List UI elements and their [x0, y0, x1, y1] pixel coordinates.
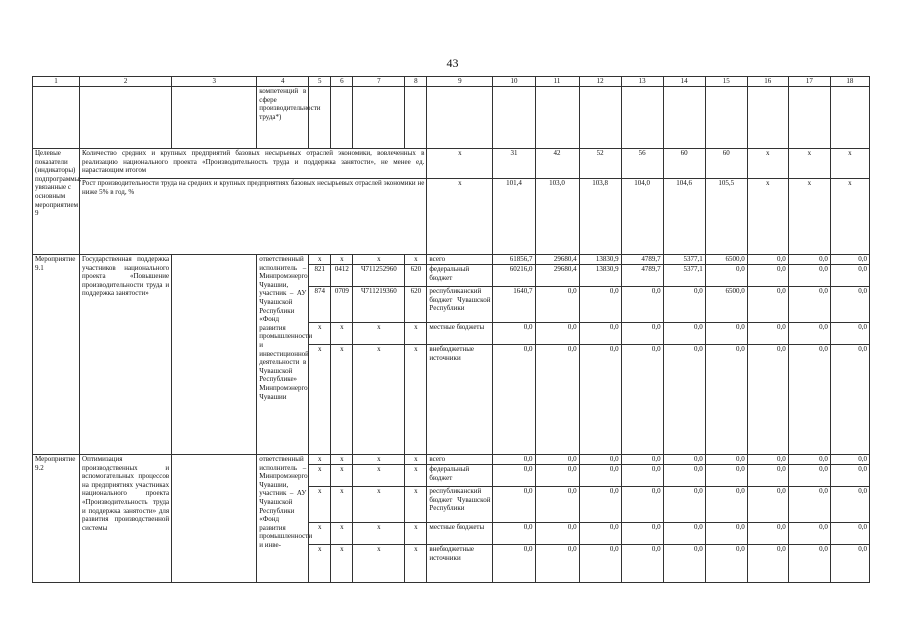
budget-code: х — [353, 455, 405, 465]
budget-code: х — [331, 465, 353, 487]
budget-code: х — [331, 323, 353, 345]
funding-value: 0,0 — [621, 345, 663, 455]
funding-value: 0,0 — [493, 455, 535, 465]
column-header: 18 — [830, 77, 869, 87]
funding-value: 0,0 — [830, 465, 869, 487]
funding-value: 0,0 — [579, 287, 621, 323]
indicator-1-value: х — [747, 149, 788, 179]
funding-value: 0,0 — [788, 255, 830, 265]
column-header: 3 — [172, 77, 257, 87]
indicator-row-2 — [33, 179, 870, 255]
budget-code: х — [309, 455, 331, 465]
budget-code: х — [405, 455, 427, 465]
measure-name: Государственная поддержка участников национального проекта «Повышение производительности труда и поддержка занятости» — [80, 255, 172, 455]
funding-value: 0,0 — [830, 323, 869, 345]
header-row — [33, 77, 870, 87]
funding-value: 0,0 — [579, 455, 621, 465]
funding-value: 0,0 — [830, 487, 869, 523]
budget-code: х — [331, 523, 353, 545]
funding-value: 0,0 — [621, 455, 663, 465]
budget-code: х — [353, 255, 405, 265]
funding-source: республиканский бюджет Чувашской Республики — [427, 487, 493, 523]
budget-code: х — [405, 345, 427, 455]
funding-value: 0,0 — [663, 465, 705, 487]
budget-code: х — [405, 523, 427, 545]
budget-code: х — [405, 255, 427, 265]
funding-value: 0,0 — [579, 323, 621, 345]
funding-value: 0,0 — [663, 545, 705, 583]
funding-value: 0,0 — [621, 487, 663, 523]
funding-value: 4789,7 — [621, 265, 663, 287]
column-header: 12 — [579, 77, 621, 87]
funding-value: 0,0 — [535, 487, 579, 523]
funding-value: 0,0 — [535, 345, 579, 455]
funding-value: 0,0 — [788, 523, 830, 545]
funding-source: федеральный бюджет — [427, 465, 493, 487]
funding-value: 13830,9 — [579, 265, 621, 287]
measure-label: Мероприятие 9.1 — [33, 255, 80, 455]
funding-value: 0,0 — [747, 323, 788, 345]
column-header: 11 — [535, 77, 579, 87]
funding-value: 0,0 — [663, 323, 705, 345]
budget-code: х — [309, 345, 331, 455]
measure-executor: ответственный исполнитель – Минпромэнерго Чувашии, участник – АУ Чувашской Республики «Фонд развития промышленности и инве- — [257, 455, 309, 583]
funding-value: 0,0 — [663, 487, 705, 523]
indicator-1-value: 42 — [535, 149, 579, 179]
continuation-row — [33, 87, 870, 149]
funding-value: 0,0 — [535, 545, 579, 583]
funding-source: всего — [427, 255, 493, 265]
budget-code: х — [331, 455, 353, 465]
indicator-1-value: 31 — [493, 149, 535, 179]
indicator-2-value: 103,8 — [579, 179, 621, 255]
budget-code: х — [309, 523, 331, 545]
funding-value: 0,0 — [535, 323, 579, 345]
funding-value: 0,0 — [493, 345, 535, 455]
funding-value: 0,0 — [788, 487, 830, 523]
funding-value: 5377,1 — [663, 265, 705, 287]
budget-code: х — [353, 487, 405, 523]
indicator-1-text: Количество средних и крупных предприятий базовых несырьевых отраслей экономики, вовлеченных в реализацию национального проекта «Производительность труда и поддержка занятости», не менее ед. нарастающим итогом — [80, 149, 427, 179]
measure-name: Оптимизация производственных и вспомогательных процессов на предприятиях участниках национального проекта «Производительность труда и поддержка занятости» для развития производственной системы — [80, 455, 172, 583]
funding-value: 0,0 — [579, 545, 621, 583]
budget-code: х — [353, 465, 405, 487]
funding-value: 0,0 — [705, 345, 747, 455]
funding-value: 1640,7 — [493, 287, 535, 323]
funding-value: 0,0 — [621, 323, 663, 345]
program-table — [32, 76, 870, 583]
indicator-1-value: 60 — [663, 149, 705, 179]
budget-code: 821 — [309, 265, 331, 287]
budget-code: х — [353, 345, 405, 455]
funding-value: 0,0 — [788, 265, 830, 287]
indicator-2-text: Рост производительности труда на средних и крупных предприятиях базовых несырьевых отраслей экономики не ниже 5% в год, % — [80, 179, 427, 255]
funding-value: 0,0 — [705, 523, 747, 545]
funding-value: 0,0 — [663, 287, 705, 323]
funding-value: 6500,0 — [705, 287, 747, 323]
budget-code: х — [353, 523, 405, 545]
budget-code: Ч711219360 — [353, 287, 405, 323]
column-header: 5 — [309, 77, 331, 87]
column-header: 17 — [788, 77, 830, 87]
budget-code: 620 — [405, 265, 427, 287]
budget-code: х — [331, 545, 353, 583]
funding-value: 0,0 — [621, 287, 663, 323]
funding-value: 0,0 — [747, 523, 788, 545]
funding-source: местные бюджеты — [427, 323, 493, 345]
indicator-2-value: х — [747, 179, 788, 255]
funding-value: 4789,7 — [621, 255, 663, 265]
budget-code: х — [309, 545, 331, 583]
funding-value: 0,0 — [535, 455, 579, 465]
funding-value: 0,0 — [705, 455, 747, 465]
funding-value: 0,0 — [747, 487, 788, 523]
funding-source: внебюджетные источники — [427, 345, 493, 455]
funding-row — [33, 455, 870, 465]
indicator-2-value: 104,6 — [663, 179, 705, 255]
funding-value: 0,0 — [788, 545, 830, 583]
funding-source: федеральный бюджет — [427, 265, 493, 287]
empty-cell — [172, 255, 257, 455]
funding-value: 29680,4 — [535, 255, 579, 265]
indicator-2-mark: х — [427, 179, 493, 255]
budget-code: 620 — [405, 287, 427, 323]
funding-value: 0,0 — [788, 287, 830, 323]
funding-value: 0,0 — [830, 545, 869, 583]
indicator-row-1 — [33, 149, 870, 179]
funding-value: 0,0 — [579, 523, 621, 545]
funding-value: 0,0 — [830, 255, 869, 265]
funding-value: 0,0 — [788, 323, 830, 345]
funding-value: 0,0 — [493, 465, 535, 487]
funding-row — [33, 255, 870, 265]
funding-value: 0,0 — [493, 323, 535, 345]
funding-source: внебюджетные источники — [427, 545, 493, 583]
column-header: 14 — [663, 77, 705, 87]
measure-executor: ответственный исполнитель – Минпромэнерго Чувашии, участник – АУ Чувашской Республики «Фонд развития промышленности и инвестиционной деятельности в Чувашской Республике» Минпромэнерго Чувашии — [257, 255, 309, 455]
targets-label: Целевые показатели (индикаторы) подпрограммы, увязанные с основным мероприятием 9 — [33, 149, 80, 255]
indicator-1-mark: х — [427, 149, 493, 179]
budget-code: Ч711252960 — [353, 265, 405, 287]
funding-value: 5377,1 — [663, 255, 705, 265]
budget-code: х — [405, 323, 427, 345]
funding-value: 0,0 — [830, 287, 869, 323]
funding-value: 0,0 — [535, 287, 579, 323]
budget-code: х — [353, 323, 405, 345]
funding-value: 0,0 — [705, 487, 747, 523]
funding-value: 0,0 — [579, 487, 621, 523]
funding-value: 0,0 — [535, 523, 579, 545]
funding-value: 13830,9 — [579, 255, 621, 265]
funding-value: 0,0 — [747, 345, 788, 455]
budget-code: х — [331, 487, 353, 523]
funding-value: 0,0 — [830, 455, 869, 465]
budget-code: х — [331, 345, 353, 455]
funding-value: 0,0 — [579, 345, 621, 455]
executor-continuation: компетенций в сфере производительности труда*) — [257, 87, 309, 149]
funding-value: 0,0 — [535, 465, 579, 487]
column-header: 16 — [747, 77, 788, 87]
funding-value: 0,0 — [747, 265, 788, 287]
column-header: 7 — [353, 77, 405, 87]
indicator-2-value: х — [788, 179, 830, 255]
budget-code: 874 — [309, 287, 331, 323]
funding-value: 6500,0 — [705, 255, 747, 265]
column-header: 1 — [33, 77, 80, 87]
budget-code: 0709 — [331, 287, 353, 323]
indicator-2-value: 104,0 — [621, 179, 663, 255]
budget-code: х — [309, 487, 331, 523]
funding-value: 0,0 — [747, 255, 788, 265]
column-header: 4 — [257, 77, 309, 87]
page-number: 43 — [446, 56, 459, 70]
budget-code: х — [405, 487, 427, 523]
funding-source: всего — [427, 455, 493, 465]
funding-value: 0,0 — [830, 265, 869, 287]
budget-code: 0412 — [331, 265, 353, 287]
indicator-1-value: х — [830, 149, 869, 179]
column-header: 15 — [705, 77, 747, 87]
indicator-1-value: 52 — [579, 149, 621, 179]
funding-value: 0,0 — [705, 265, 747, 287]
funding-value: 0,0 — [621, 523, 663, 545]
funding-value: 0,0 — [493, 545, 535, 583]
measure-label: Мероприятие 9.2 — [33, 455, 80, 583]
column-header: 10 — [493, 77, 535, 87]
budget-code: х — [353, 545, 405, 583]
indicator-2-value: 105,5 — [705, 179, 747, 255]
indicator-2-value: 103,0 — [535, 179, 579, 255]
indicator-1-value: 56 — [621, 149, 663, 179]
funding-value: 60216,0 — [493, 265, 535, 287]
funding-value: 0,0 — [493, 487, 535, 523]
funding-value: 0,0 — [788, 455, 830, 465]
column-header: 6 — [331, 77, 353, 87]
funding-value: 0,0 — [788, 345, 830, 455]
funding-value: 0,0 — [663, 523, 705, 545]
indicator-2-value: х — [830, 179, 869, 255]
funding-source: республиканский бюджет Чувашской Республики — [427, 287, 493, 323]
funding-value: 0,0 — [788, 465, 830, 487]
funding-value: 0,0 — [747, 287, 788, 323]
funding-value: 0,0 — [663, 345, 705, 455]
funding-value: 0,0 — [830, 345, 869, 455]
funding-value: 61856,7 — [493, 255, 535, 265]
column-header: 13 — [621, 77, 663, 87]
funding-value: 0,0 — [493, 523, 535, 545]
budget-code: х — [309, 255, 331, 265]
budget-code: х — [405, 465, 427, 487]
budget-code: х — [405, 545, 427, 583]
indicator-1-value: х — [788, 149, 830, 179]
funding-value: 0,0 — [579, 465, 621, 487]
funding-value: 0,0 — [705, 545, 747, 583]
funding-source: местные бюджеты — [427, 523, 493, 545]
column-header: 8 — [405, 77, 427, 87]
funding-value: 29680,4 — [535, 265, 579, 287]
column-header: 9 — [427, 77, 493, 87]
indicator-2-value: 101,4 — [493, 179, 535, 255]
funding-value: 0,0 — [705, 465, 747, 487]
indicator-1-value: 60 — [705, 149, 747, 179]
budget-code: х — [331, 255, 353, 265]
funding-value: 0,0 — [663, 455, 705, 465]
funding-value: 0,0 — [747, 465, 788, 487]
budget-code: х — [309, 465, 331, 487]
funding-value: 0,0 — [705, 323, 747, 345]
column-header: 2 — [80, 77, 172, 87]
funding-value: 0,0 — [621, 545, 663, 583]
funding-value: 0,0 — [747, 545, 788, 583]
budget-code: х — [309, 323, 331, 345]
funding-value: 0,0 — [621, 465, 663, 487]
funding-value: 0,0 — [747, 455, 788, 465]
empty-cell — [172, 455, 257, 583]
funding-value: 0,0 — [830, 523, 869, 545]
